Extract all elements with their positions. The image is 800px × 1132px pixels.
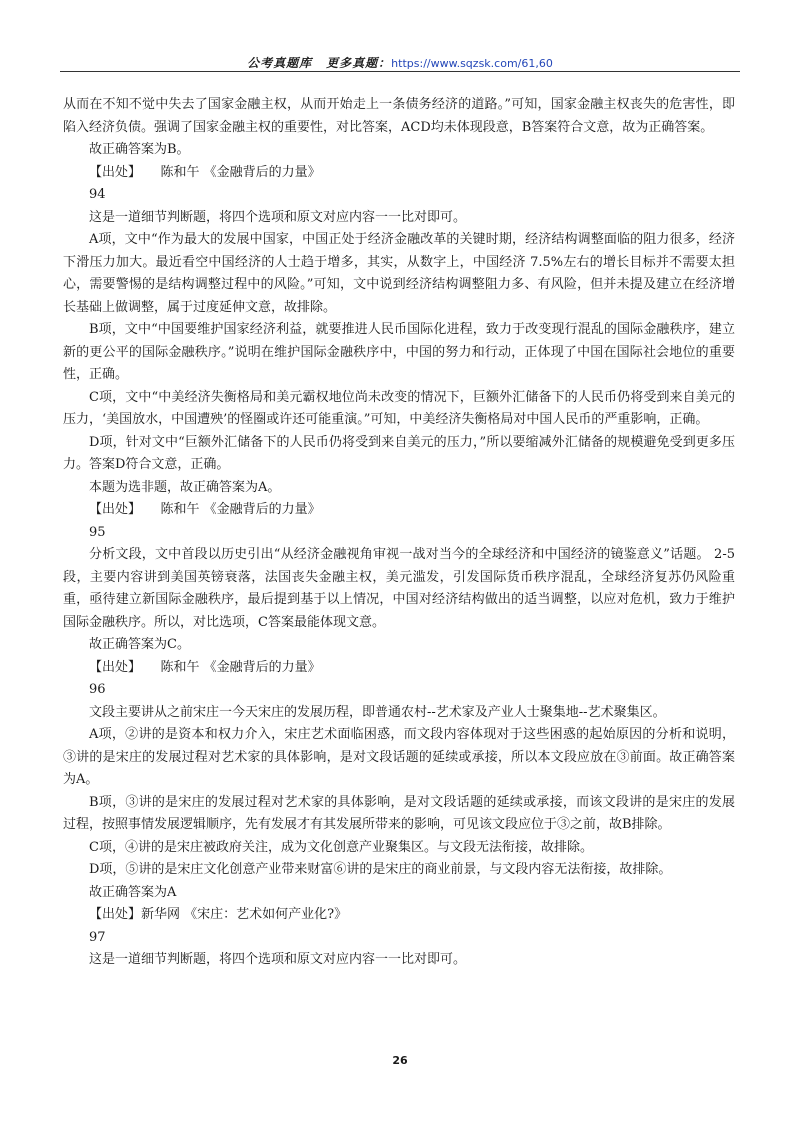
header-link[interactable]: https://www.sqzsk.com/61,60 — [391, 57, 553, 70]
source-citation: 【出处】 陈和午 《金融背后的力量》 — [89, 164, 321, 180]
source-citation: 【出处】 陈和午 《金融背后的力量》 — [89, 659, 321, 675]
header-brand: 公考真题库 — [247, 56, 313, 70]
header-more-label: 更多真题： — [326, 56, 392, 70]
page-header — [60, 40, 740, 72]
paragraph: A项，②讲的是资本和权力介入，宋庄艺术面临困惑，而文段内容体现对于这些困惑的起始原因的分析和说明，③讲的是宋庄的发展过程对艺术家的具体影响，是对文段话题的延续或承接，所以本文段应放在③前面。故正确答案为A。 — [63, 727, 735, 787]
paragraph: 故正确答案为A — [89, 884, 177, 900]
paragraph: D项，针对文中“巨额外汇储备下的人民币仍将受到来自美元的压力，”所以要缩减外汇储备的规模避免受到更多压力。答案D符合文意，正确。 — [63, 434, 735, 472]
header-text — [60, 56, 740, 71]
document-body — [63, 94, 735, 972]
question-number: 97 — [89, 929, 106, 945]
paragraph: C项，④讲的是宋庄被政府关注，成为文化创意产业聚集区。与文段无法衔接，故排除。 — [89, 839, 593, 855]
paragraph: 故正确答案为C。 — [89, 637, 190, 652]
paragraph: C项，文中“中美经济失衡格局和美元霸权地位尚未改变的情况下，巨额外汇储备下的人民币仍将受到来自美元的压力，‘美国放水，中国遭殃’的怪圈或许还可能重演。”可知，中美经济失衡格局对中国人民币的严重影响，正确。 — [63, 389, 735, 427]
source-citation: 【出处】新华网 《宋庄：艺术如何产业化?》 — [89, 907, 348, 922]
paragraph: 本题为选非题，故正确答案为A。 — [89, 479, 281, 495]
paragraph: D项，⑤讲的是宋庄文化创意产业带来财富⑥讲的是宋庄的商业前景，与文段内容无法衔接，故排除。 — [89, 862, 672, 877]
source-citation: 【出处】 陈和午 《金融背后的力量》 — [89, 502, 321, 517]
paragraph: 从而在不知不觉中失去了国家金融主权，从而开始走上一条债务经济的道路。”可知，国家金融主权丧失的危害性，即陷入经济负债。强调了国家金融主权的重要性，对比答案，ACD均未体现段意，B答案符合文意，故为正确答案。 — [63, 97, 735, 135]
paragraph: 分析文段，文中首段以历史引出“从经济金融视角审视一战对当今的全球经济和中国经济的镜鉴意义”话题。 2-5段，主要内容讲到美国英镑衰落，法国丧失金融主权，美元滥发，引发国际货币秩序混乱，全球经济复苏仍风险重重，亟待建立新国际金融秩序，最后提到基于以上情况，中国对经济结构做出的适当调整，以应对危机，致力于维护国际金融秩序。所以，对比选项，C答案最能体现文意。 — [63, 547, 735, 630]
paragraph: B项，文中“中国要维护国家经济利益，就要推进人民币国际化进程，致力于改变现行混乱的国际金融秩序，建立新的更公平的国际金融秩序。”说明在维护国际金融秩序中，中国的努力和行动，正体现了中国在国际社会地位的重要性，正确。 — [63, 322, 735, 382]
paragraph: 文段主要讲从之前宋庄一今天宋庄的发展历程，即普通农村--艺术家及产业人士聚集地--艺术聚集区。 — [89, 704, 666, 720]
paragraph: A项，文中“作为最大的发展中国家，中国正处于经济金融改革的关键时期，经济结构调整面临的阻力很多，经济下滑压力加大。最近看空中国经济的人士趋于增多，其实，从数字上，中国经济 7.5%左右的增长目标并不需要太担心，需要警惕的是结构调整过程中的风险。”可知，文中说到经济结构调整阻力多、有风险，但并未提及建立在经济增长基础上做调整，属于过度延伸文意，故排除。 — [63, 232, 735, 315]
question-number: 96 — [89, 682, 106, 697]
paragraph: 这是一道细节判断题，将四个选项和原文对应内容一一比对即可。 — [89, 209, 467, 225]
question-number: 94 — [89, 187, 106, 202]
question-number: 95 — [89, 524, 106, 540]
page-number: 26 — [392, 1054, 408, 1067]
paragraph: B项，③讲的是宋庄的发展过程对艺术家的具体影响，是对文段话题的延续或承接，而该文段讲的是宋庄的发展过程，按照事情发展逻辑顺序，先有发展才有其发展所带来的影响，可见该文段应位于③之前，故B排除。 — [63, 794, 735, 832]
paragraph: 故正确答案为B。 — [89, 142, 190, 157]
header-divider — [60, 71, 740, 72]
paragraph: 这是一道细节判断题，将四个选项和原文对应内容一一比对即可。 — [89, 952, 467, 967]
